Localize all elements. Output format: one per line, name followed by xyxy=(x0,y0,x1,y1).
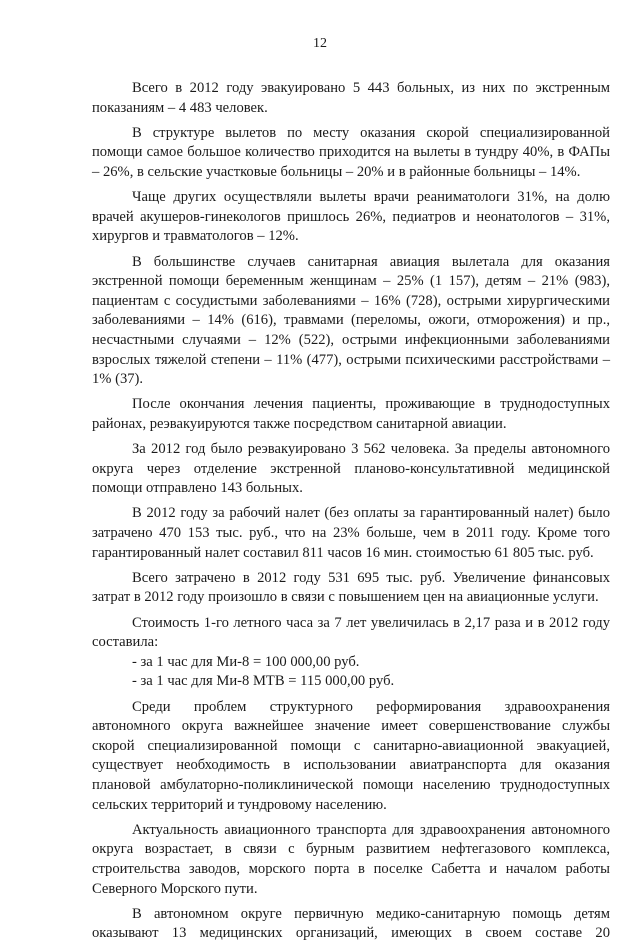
list-item-mi8-mtv: - за 1 час для Ми-8 МТВ = 115 000,00 руб. xyxy=(132,673,395,690)
page-number: 12 xyxy=(313,36,327,51)
paragraph-hour-cost: Стоимость 1-го летного часа за 7 лет увеличилась в 2,17 раза и в 2012 году составила: xyxy=(92,614,610,651)
paragraph-case-categories: В большинстве случаев санитарная авиация вылетала для оказания экстренной помощи беременным женщинам – 25% (1 157), детям – 21% (983), пациентам с сосудистыми заболеваниями – 16% (728), острыми хирургическими заболеваниями – 14% (616), травмами (переломы, ожоги, отморожения) и пр., несчастными случаями – 12% (522), острыми инфекционными заболеваниями взрослых тяжелой степени – 11% (477), острыми психическими расстройствами – 1% (37). xyxy=(92,253,610,388)
paragraph-relevance: Актуальность авиационного транспорта для здравоохранения автономного округа возрастает, в связи с бурным развитием нефтегазового комплекса, строительства заводов, морского порта в поселке Сабетта и началом работы Северного Морского пути. xyxy=(92,821,610,897)
body-text xyxy=(92,79,610,949)
paragraph-reevacuation: После окончания лечения пациенты, проживающие в труднодоступных районах, реэвакуируются также посредством санитарной авиации. xyxy=(92,396,610,432)
paragraph-flight-costs: В 2012 году за рабочий налет (без оплаты за гарантированный налет) было затрачено 470 153 тыс. руб., что на 23% больше, чем в 2011 году. Кроме того гарантированный налет составил 811 часов 16 мин. стоимостью 61 805 тыс. руб. xyxy=(92,505,610,561)
paragraph-reevacuated-count: За 2012 год было реэвакуировано 3 562 человека. За пределы автономного округа через отделение экстренной планово-консультативной медицинской помощи отправлено 143 больных. xyxy=(92,441,610,497)
paragraph-total-spent: Всего затрачено в 2012 году 531 695 тыс. руб. Увеличение финансовых затрат в 2012 году произошло в связи с повышением цен на авиационные услуги. xyxy=(92,569,610,606)
list-item-mi8: - за 1 час для Ми-8 = 100 000,00 руб. xyxy=(132,653,360,670)
paragraph-primary-care: В автономном округе первичную медико-санитарную помощь детям оказывают 13 медицинских организаций, имеющих в своем составе 20 xyxy=(92,905,610,942)
paragraph-reform-problems: Среди проблем структурного реформирования здравоохранения автономного округа важнейшее значение имеет совершенствование службы скорой специализированной помощи с санитарно-авиационной эвакуацией, существует необходимость в использовании авиатранспорта для оказания плановой амбулаторно-поликлинической помощи населению труднодоступных сельских территорий и тундровому населению. xyxy=(92,698,610,813)
paragraph-doctors-share: Чаще других осуществляли вылеты врачи реаниматологи 31%, на долю врачей акушеров-гинекологов пришлось 26%, педиатров и неонатологов – 31%, хирургов и травматологов – 12%. xyxy=(92,189,610,245)
paragraph-flights-structure: В структуре вылетов по месту оказания скорой специализированной помощи самое большое количество приходится на вылеты в тундру 40%, в ФАПы – 26%, в сельские участковые больницы – 20% и в районные больницы – 14%. xyxy=(92,124,610,180)
paragraph-evacuated-total: Всего в 2012 году эвакуировано 5 443 больных, из них по экстренным показаниям – 4 483 человек. xyxy=(92,80,610,116)
